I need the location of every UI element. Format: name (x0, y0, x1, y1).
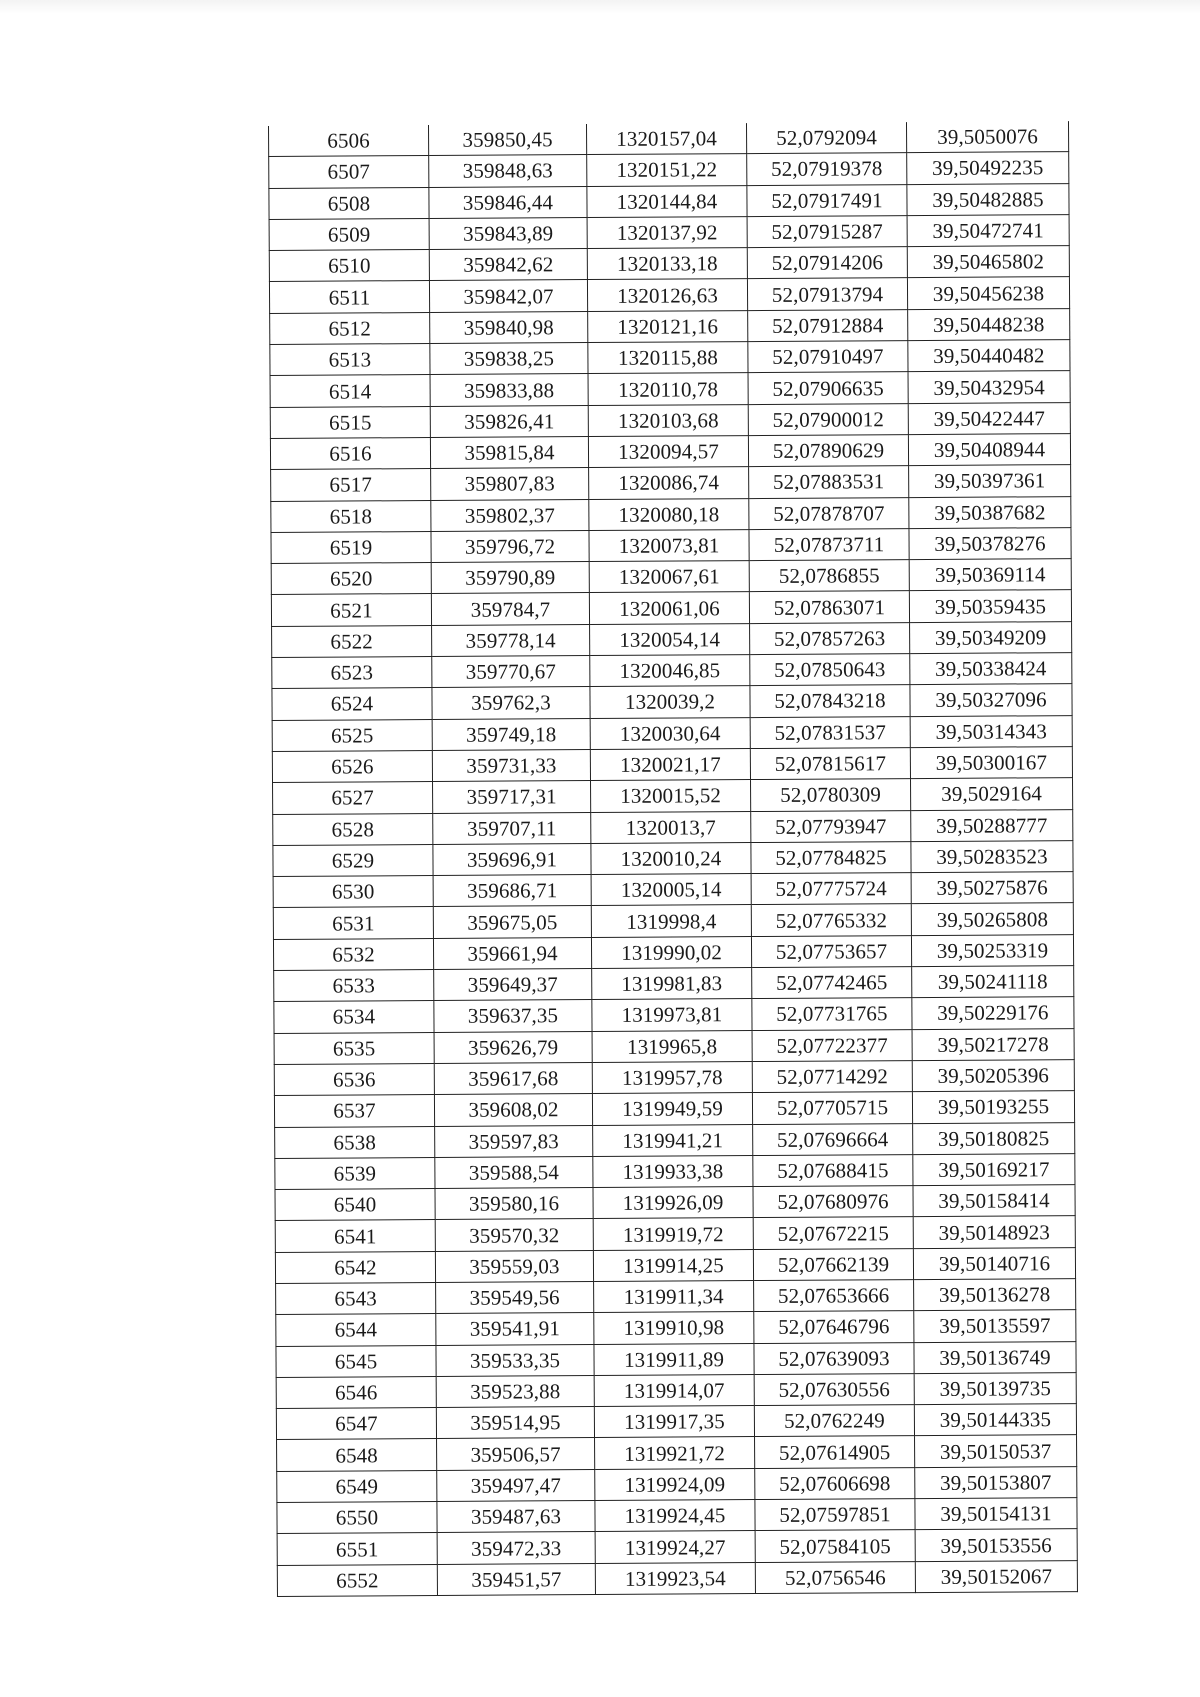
table-row (276, 1372, 1076, 1408)
latitude-cell: 52,07696664 (753, 1123, 913, 1155)
y-coordinate-cell: 1320121,16 (588, 310, 748, 342)
point-number-cell: 6517 (271, 469, 431, 501)
longitude-cell: 39,50169217 (913, 1153, 1075, 1185)
longitude-cell: 39,50140716 (913, 1247, 1075, 1279)
table-row (272, 747, 1072, 783)
longitude-cell: 39,5029164 (910, 778, 1072, 810)
longitude-cell: 39,50154131 (915, 1498, 1077, 1530)
x-coordinate-cell: 359661,94 (433, 937, 591, 969)
table-row (273, 809, 1073, 845)
x-coordinate-cell: 359451,57 (437, 1563, 595, 1595)
point-number-cell: 6534 (274, 1001, 434, 1033)
x-coordinate-cell: 359840,98 (430, 311, 588, 343)
table-row (275, 1122, 1075, 1158)
longitude-cell: 39,50338424 (910, 653, 1072, 685)
point-number-cell: 6506 (269, 125, 429, 157)
point-number-cell: 6516 (270, 437, 430, 469)
table-row (277, 1466, 1077, 1502)
point-number-cell: 6543 (276, 1282, 436, 1314)
x-coordinate-cell: 359580,16 (435, 1188, 593, 1220)
longitude-cell: 39,50359435 (909, 590, 1071, 622)
longitude-cell: 39,50205396 (912, 1059, 1074, 1091)
latitude-cell: 52,07653666 (754, 1280, 914, 1312)
longitude-cell: 39,50241118 (912, 966, 1074, 998)
latitude-cell: 52,07662139 (753, 1248, 913, 1280)
longitude-cell: 39,50153556 (915, 1529, 1077, 1561)
y-coordinate-cell: 1319926,09 (593, 1187, 753, 1219)
latitude-cell: 52,07900012 (748, 403, 908, 435)
y-coordinate-cell: 1320144,84 (587, 185, 747, 217)
x-coordinate-cell: 359533,35 (436, 1344, 594, 1376)
longitude-cell: 39,50349209 (910, 621, 1072, 653)
y-coordinate-cell: 1320021,17 (590, 749, 750, 781)
point-number-cell: 6547 (276, 1408, 436, 1440)
latitude-cell: 52,07614905 (755, 1436, 915, 1468)
y-coordinate-cell: 1320061,06 (589, 592, 749, 624)
longitude-cell: 39,50456238 (907, 277, 1069, 309)
latitude-cell: 52,07646796 (754, 1311, 914, 1343)
longitude-cell: 39,50465802 (907, 246, 1069, 278)
point-number-cell: 6514 (270, 375, 430, 407)
table-row (270, 402, 1070, 438)
point-number-cell: 6549 (277, 1470, 437, 1502)
point-number-cell: 6538 (275, 1126, 435, 1158)
longitude-cell: 39,50288777 (911, 809, 1073, 841)
point-number-cell: 6537 (274, 1095, 434, 1127)
latitude-cell: 52,07906635 (748, 372, 908, 404)
y-coordinate-cell: 1319981,83 (592, 968, 752, 1000)
x-coordinate-cell: 359850,45 (428, 124, 586, 156)
y-coordinate-cell: 1320030,64 (590, 717, 750, 749)
y-coordinate-cell: 1320046,85 (590, 655, 750, 687)
longitude-cell: 39,5050076 (906, 121, 1068, 153)
table-row (269, 183, 1069, 219)
longitude-cell: 39,50217278 (912, 1028, 1074, 1060)
table-row (272, 715, 1072, 751)
x-coordinate-cell: 359570,32 (435, 1219, 593, 1251)
y-coordinate-cell: 1319949,59 (592, 1093, 752, 1125)
y-coordinate-cell: 1319911,89 (594, 1343, 754, 1375)
point-number-cell: 6542 (275, 1251, 435, 1283)
latitude-cell: 52,07606698 (755, 1467, 915, 1499)
x-coordinate-cell: 359523,88 (436, 1375, 594, 1407)
latitude-cell: 52,07630556 (754, 1373, 914, 1405)
point-number-cell: 6518 (271, 500, 431, 532)
table-row (276, 1279, 1076, 1315)
longitude-cell: 39,50397361 (909, 465, 1071, 497)
x-coordinate-cell: 359802,37 (431, 499, 589, 531)
latitude-cell: 52,07672215 (753, 1217, 913, 1249)
x-coordinate-cell: 359608,02 (434, 1094, 592, 1126)
longitude-cell: 39,50472741 (907, 214, 1069, 246)
longitude-cell: 39,50492235 (907, 152, 1069, 184)
longitude-cell: 39,50327096 (910, 684, 1072, 716)
table-row (271, 559, 1071, 595)
latitude-cell: 52,07910497 (748, 341, 908, 373)
point-number-cell: 6541 (275, 1220, 435, 1252)
latitude-cell: 52,07873711 (749, 528, 909, 560)
table-row (273, 778, 1073, 814)
longitude-cell: 39,50300167 (910, 747, 1072, 779)
table-row (275, 1247, 1075, 1283)
x-coordinate-cell: 359617,68 (434, 1062, 592, 1094)
y-coordinate-cell: 1320151,22 (587, 154, 747, 186)
table-row (271, 465, 1071, 501)
table-row (269, 152, 1069, 188)
x-coordinate-cell: 359497,47 (437, 1469, 595, 1501)
table-row (276, 1341, 1076, 1377)
point-number-cell: 6545 (276, 1345, 436, 1377)
x-coordinate-cell: 359541,91 (436, 1313, 594, 1345)
x-coordinate-cell: 359848,63 (429, 155, 587, 187)
point-number-cell: 6552 (277, 1564, 437, 1596)
latitude-cell: 52,07857263 (750, 622, 910, 654)
point-number-cell: 6536 (274, 1063, 434, 1095)
latitude-cell: 52,07831537 (750, 716, 910, 748)
y-coordinate-cell: 1320054,14 (590, 623, 750, 655)
table-row (272, 653, 1072, 689)
x-coordinate-cell: 359731,33 (432, 749, 590, 781)
y-coordinate-cell: 1320073,81 (589, 529, 749, 561)
latitude-cell: 52,0756546 (755, 1561, 915, 1593)
table-row (269, 246, 1069, 282)
point-number-cell: 6540 (275, 1189, 435, 1221)
x-coordinate-cell: 359487,63 (437, 1501, 595, 1533)
table-row (273, 872, 1073, 908)
y-coordinate-cell: 1319924,45 (595, 1500, 755, 1532)
y-coordinate-cell: 1320067,61 (589, 561, 749, 593)
y-coordinate-cell: 1319933,38 (593, 1155, 753, 1187)
point-number-cell: 6539 (275, 1157, 435, 1189)
point-number-cell: 6548 (277, 1439, 437, 1471)
latitude-cell: 52,07714292 (752, 1060, 912, 1092)
latitude-cell: 52,0762249 (754, 1405, 914, 1437)
x-coordinate-cell: 359549,56 (436, 1282, 594, 1314)
point-number-cell: 6509 (269, 218, 429, 250)
longitude-cell: 39,50369114 (909, 559, 1071, 591)
latitude-cell: 52,07742465 (752, 967, 912, 999)
longitude-cell: 39,50136278 (914, 1279, 1076, 1311)
latitude-cell: 52,07597851 (755, 1499, 915, 1531)
point-number-cell: 6550 (277, 1502, 437, 1534)
latitude-cell: 52,07912884 (748, 309, 908, 341)
longitude-cell: 39,50378276 (909, 527, 1071, 559)
latitude-cell: 52,0786855 (749, 560, 909, 592)
point-number-cell: 6527 (273, 782, 433, 814)
longitude-cell: 39,50229176 (912, 997, 1074, 1029)
table-row (274, 1059, 1074, 1095)
latitude-cell: 52,07731765 (752, 998, 912, 1030)
x-coordinate-cell: 359472,33 (437, 1532, 595, 1564)
longitude-cell: 39,50136749 (914, 1341, 1076, 1373)
point-number-cell: 6520 (271, 563, 431, 595)
table-row (274, 1091, 1074, 1127)
latitude-cell: 52,07688415 (753, 1154, 913, 1186)
table-row (275, 1185, 1075, 1221)
x-coordinate-cell: 359838,25 (430, 343, 588, 375)
y-coordinate-cell: 1320103,68 (588, 404, 748, 436)
x-coordinate-cell: 359707,11 (433, 812, 591, 844)
x-coordinate-cell: 359637,35 (434, 1000, 592, 1032)
latitude-cell: 52,07919378 (747, 153, 907, 185)
latitude-cell: 52,07584105 (755, 1530, 915, 1562)
longitude-cell: 39,50422447 (908, 402, 1070, 434)
table-row (275, 1153, 1075, 1189)
point-number-cell: 6535 (274, 1032, 434, 1064)
table-row (271, 496, 1071, 532)
longitude-cell: 39,50440482 (908, 340, 1070, 372)
y-coordinate-cell: 1319910,98 (594, 1312, 754, 1344)
latitude-cell: 52,07784825 (751, 841, 911, 873)
x-coordinate-cell: 359762,3 (432, 687, 590, 719)
point-number-cell: 6544 (276, 1314, 436, 1346)
y-coordinate-cell: 1320005,14 (591, 874, 751, 906)
x-coordinate-cell: 359842,07 (429, 280, 587, 312)
longitude-cell: 39,50314343 (910, 715, 1072, 747)
point-number-cell: 6546 (276, 1376, 436, 1408)
point-number-cell: 6515 (270, 406, 430, 438)
point-number-cell: 6511 (269, 281, 429, 313)
y-coordinate-cell: 1319924,27 (595, 1531, 755, 1563)
y-coordinate-cell: 1320015,52 (591, 780, 751, 812)
table-row (271, 527, 1071, 563)
latitude-cell: 52,07753657 (751, 935, 911, 967)
y-coordinate-cell: 1319911,34 (594, 1281, 754, 1313)
latitude-cell: 52,07843218 (750, 685, 910, 717)
point-number-cell: 6551 (277, 1533, 437, 1565)
x-coordinate-cell: 359749,18 (432, 718, 590, 750)
x-coordinate-cell: 359815,84 (430, 437, 588, 469)
y-coordinate-cell: 1319973,81 (592, 999, 752, 1031)
longitude-cell: 39,50448238 (908, 308, 1070, 340)
scan-top-edge (0, 0, 1200, 14)
point-number-cell: 6510 (269, 250, 429, 282)
y-coordinate-cell: 1319914,07 (594, 1374, 754, 1406)
y-coordinate-cell: 1319990,02 (591, 936, 751, 968)
point-number-cell: 6529 (273, 844, 433, 876)
x-coordinate-cell: 359686,71 (433, 875, 591, 907)
table-row (277, 1435, 1077, 1471)
table-row (277, 1529, 1077, 1565)
point-number-cell: 6508 (269, 187, 429, 219)
point-number-cell: 6513 (270, 344, 430, 376)
latitude-cell: 52,07913794 (747, 278, 907, 310)
x-coordinate-cell: 359770,67 (432, 656, 590, 688)
y-coordinate-cell: 1319914,25 (593, 1249, 753, 1281)
point-number-cell: 6521 (271, 594, 431, 626)
y-coordinate-cell: 1320133,18 (587, 248, 747, 280)
table-row (269, 214, 1069, 250)
longitude-cell: 39,50135597 (914, 1310, 1076, 1342)
longitude-cell: 39,50150537 (915, 1435, 1077, 1467)
latitude-cell: 52,07890629 (748, 435, 908, 467)
x-coordinate-cell: 359717,31 (433, 781, 591, 813)
longitude-cell: 39,50153807 (915, 1466, 1077, 1498)
longitude-cell: 39,50408944 (908, 434, 1070, 466)
document-page (268, 121, 1077, 1597)
table-row (273, 840, 1073, 876)
longitude-cell: 39,50158414 (913, 1185, 1075, 1217)
latitude-cell: 52,07705715 (752, 1092, 912, 1124)
table-row (271, 590, 1071, 626)
longitude-cell: 39,50193255 (912, 1091, 1074, 1123)
table-row (275, 1216, 1075, 1252)
table-row (270, 371, 1070, 407)
longitude-cell: 39,50265808 (911, 903, 1073, 935)
point-number-cell: 6519 (271, 531, 431, 563)
x-coordinate-cell: 359778,14 (432, 624, 590, 656)
longitude-cell: 39,50275876 (911, 872, 1073, 904)
latitude-cell: 52,0792094 (746, 122, 906, 154)
point-number-cell: 6523 (272, 657, 432, 689)
y-coordinate-cell: 1320115,88 (588, 342, 748, 374)
latitude-cell: 52,07850643 (750, 654, 910, 686)
point-number-cell: 6526 (272, 750, 432, 782)
y-coordinate-cell: 1320080,18 (589, 498, 749, 530)
x-coordinate-cell: 359588,54 (435, 1156, 593, 1188)
table-row (273, 934, 1073, 970)
x-coordinate-cell: 359559,03 (435, 1250, 593, 1282)
x-coordinate-cell: 359675,05 (433, 906, 591, 938)
latitude-cell: 52,07878707 (749, 497, 909, 529)
x-coordinate-cell: 359846,44 (429, 186, 587, 218)
point-number-cell: 6524 (272, 688, 432, 720)
x-coordinate-cell: 359833,88 (430, 374, 588, 406)
latitude-cell: 52,07680976 (753, 1186, 913, 1218)
longitude-cell: 39,50283523 (911, 840, 1073, 872)
x-coordinate-cell: 359843,89 (429, 217, 587, 249)
y-coordinate-cell: 1320137,92 (587, 216, 747, 248)
y-coordinate-cell: 1320086,74 (589, 467, 749, 499)
x-coordinate-cell: 359514,95 (436, 1407, 594, 1439)
coordinate-table-body (269, 121, 1078, 1596)
x-coordinate-cell: 359796,72 (431, 530, 589, 562)
point-number-cell: 6525 (272, 719, 432, 751)
table-row (270, 434, 1070, 470)
x-coordinate-cell: 359842,62 (429, 249, 587, 281)
x-coordinate-cell: 359790,89 (431, 562, 589, 594)
latitude-cell: 52,07815617 (750, 748, 910, 780)
y-coordinate-cell: 1320110,78 (588, 373, 748, 405)
y-coordinate-cell: 1319957,78 (592, 1061, 752, 1093)
table-row (274, 966, 1074, 1002)
latitude-cell: 52,07775724 (751, 873, 911, 905)
table-row (274, 1028, 1074, 1064)
point-number-cell: 6530 (273, 876, 433, 908)
point-number-cell: 6528 (273, 813, 433, 845)
y-coordinate-cell: 1320013,7 (591, 811, 751, 843)
latitude-cell: 52,07915287 (747, 215, 907, 247)
point-number-cell: 6507 (269, 156, 429, 188)
y-coordinate-cell: 1320157,04 (586, 123, 746, 155)
latitude-cell: 52,07765332 (751, 904, 911, 936)
y-coordinate-cell: 1319998,4 (591, 905, 751, 937)
coordinate-table (268, 121, 1078, 1597)
table-row (274, 997, 1074, 1033)
y-coordinate-cell: 1320094,57 (588, 436, 748, 468)
longitude-cell: 39,50253319 (911, 934, 1073, 966)
table-row (273, 903, 1073, 939)
y-coordinate-cell: 1319924,09 (595, 1468, 755, 1500)
table-row (276, 1404, 1076, 1440)
point-number-cell: 6532 (273, 938, 433, 970)
longitude-cell: 39,50152067 (915, 1560, 1077, 1592)
point-number-cell: 6531 (273, 907, 433, 939)
longitude-cell: 39,50139735 (914, 1372, 1076, 1404)
latitude-cell: 52,07793947 (751, 810, 911, 842)
x-coordinate-cell: 359696,91 (433, 843, 591, 875)
latitude-cell: 52,07914206 (747, 247, 907, 279)
longitude-cell: 39,50432954 (908, 371, 1070, 403)
latitude-cell: 52,07639093 (754, 1342, 914, 1374)
longitude-cell: 39,50482885 (907, 183, 1069, 215)
point-number-cell: 6533 (274, 970, 434, 1002)
table-row (269, 121, 1069, 157)
latitude-cell: 52,07883531 (749, 466, 909, 498)
x-coordinate-cell: 359826,41 (430, 405, 588, 437)
table-row (270, 340, 1070, 376)
table-row (270, 308, 1070, 344)
y-coordinate-cell: 1319965,8 (592, 1030, 752, 1062)
longitude-cell: 39,50148923 (913, 1216, 1075, 1248)
x-coordinate-cell: 359649,37 (434, 969, 592, 1001)
y-coordinate-cell: 1319921,72 (595, 1437, 755, 1469)
y-coordinate-cell: 1319941,21 (593, 1124, 753, 1156)
x-coordinate-cell: 359626,79 (434, 1031, 592, 1063)
table-row (276, 1310, 1076, 1346)
point-number-cell: 6512 (270, 312, 430, 344)
latitude-cell: 52,07863071 (749, 591, 909, 623)
latitude-cell: 52,0780309 (751, 779, 911, 811)
x-coordinate-cell: 359597,83 (435, 1125, 593, 1157)
y-coordinate-cell: 1320039,2 (590, 686, 750, 718)
longitude-cell: 39,50144335 (914, 1404, 1076, 1436)
y-coordinate-cell: 1320126,63 (587, 279, 747, 311)
table-row (277, 1560, 1077, 1596)
x-coordinate-cell: 359784,7 (431, 593, 589, 625)
y-coordinate-cell: 1319919,72 (593, 1218, 753, 1250)
table-row (269, 277, 1069, 313)
longitude-cell: 39,50180825 (913, 1122, 1075, 1154)
table-row (272, 684, 1072, 720)
point-number-cell: 6522 (272, 625, 432, 657)
table-row (272, 621, 1072, 657)
y-coordinate-cell: 1319917,35 (594, 1406, 754, 1438)
x-coordinate-cell: 359807,83 (431, 468, 589, 500)
longitude-cell: 39,50387682 (909, 496, 1071, 528)
y-coordinate-cell: 1319923,54 (595, 1562, 755, 1594)
x-coordinate-cell: 359506,57 (437, 1438, 595, 1470)
latitude-cell: 52,07722377 (752, 1029, 912, 1061)
table-row (277, 1498, 1077, 1534)
y-coordinate-cell: 1320010,24 (591, 842, 751, 874)
latitude-cell: 52,07917491 (747, 184, 907, 216)
